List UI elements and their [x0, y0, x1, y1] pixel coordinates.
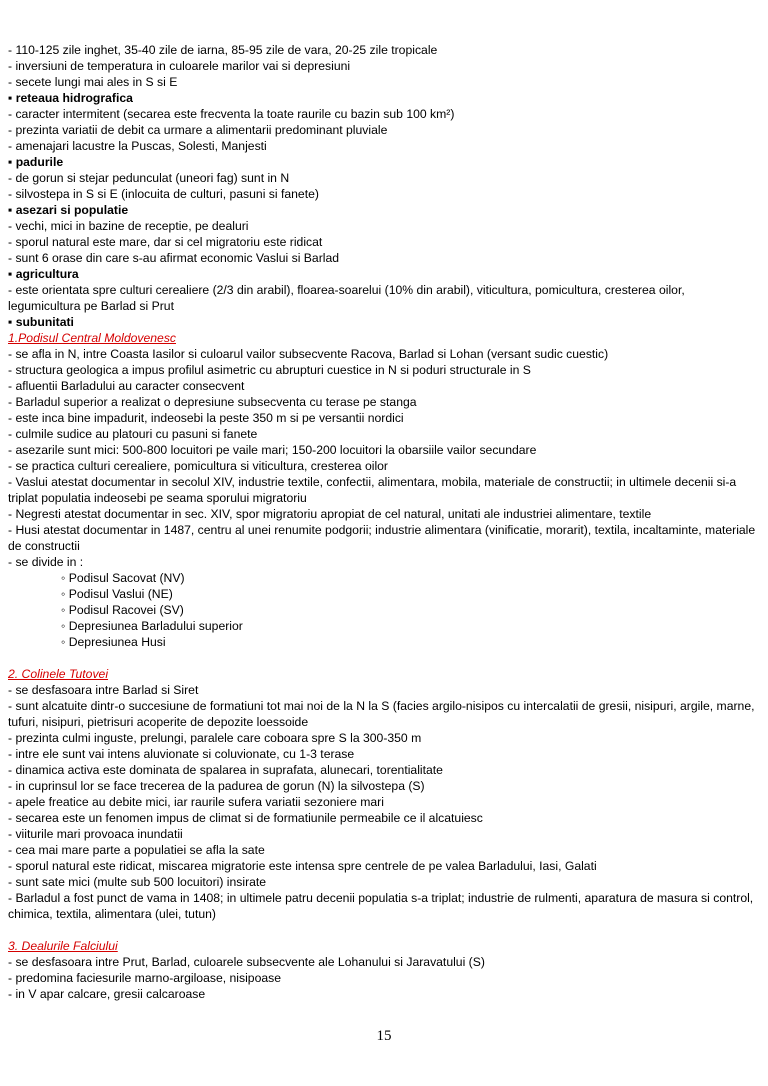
text-paragraph: - Barladul a fost punct de vama in 1408; in ultimele patru decenii populatia s-a triplat; industrie de rulmenti, aparatura de masura si control, chimica, textila, alimentara (ulei, tutun): [8, 891, 754, 921]
subunit-title-3: 3. Dealurile Falciului: [8, 939, 118, 953]
text-line: - intre ele sunt vai intens aluvionate si coluvionate, cu 1-3 terase: [8, 747, 355, 761]
text-line: - se practica culturi cerealiere, pomicultura si viticultura, cresterea oilor: [8, 459, 388, 473]
text-line: - este inca bine impadurit, indeosebi la peste 350 m si pe versantii nordici: [8, 411, 404, 425]
text-line: - vechi, mici in bazine de receptie, pe dealuri: [8, 219, 249, 233]
text-line: - prezinta culmi inguste, prelungi, paralele care coboara spre S la 300-350 m: [8, 731, 422, 745]
subunit-list-item: ◦ Depresiunea Husi: [61, 635, 166, 649]
text-paragraph: - Husi atestat documentar in 1487, centru al unei renumite podgorii; industrie alimentara (vinificatie, morarit), textila, incaltaminte, materiale de constructii: [8, 523, 756, 553]
text-line: - secarea este un fenomen impus de climat si de formatiunile permeabile ce il alcatuiesc: [8, 811, 483, 825]
spacer: [8, 650, 756, 666]
subunit-list-item: ◦ Podisul Vaslui (NE): [61, 587, 173, 601]
text-line: - dinamica activa este dominata de spalarea in suprafata, alunecari, torentialitate: [8, 763, 443, 777]
text-line: - Negresti atestat documentar in sec. XIV, spor migratoriu apropiat de cel natural, unitati ale industriei alimentare, textile: [8, 507, 652, 521]
text-paragraph: - este orientata spre culturi cerealiere (2/3 din arabil), floarea-soarelui (10% din arabil), viticultura, pomicultura, cresterea oilor, legumicultura pe Barlad si Prut: [8, 283, 685, 313]
spacer: [8, 922, 756, 938]
text-line: - sunt 6 orase din care s-au afirmat economic Vaslui si Barlad: [8, 251, 340, 265]
text-line: - in V apar calcare, gresii calcaroase: [8, 987, 206, 1001]
text-line: - sporul natural este ridicat, miscarea migratorie este intensa spre centrele de pe valea Barladului, Iasi, Galati: [8, 859, 597, 873]
section-heading-forest: ▪ padurile: [8, 155, 64, 169]
section-heading-hydro: ▪ reteaua hidrografica: [8, 91, 133, 105]
text-paragraph: - sunt alcatuite dintr-o succesiune de formatiuni tot mai noi de la N la S (facies argilo-nisipos cu intercalatii de gresii, nisipuri, argile, marne, tufuri, nisipuri, pietrisuri acoperite de depozite loessoide: [8, 699, 755, 729]
text-line: - silvostepa in S si E (inlocuita de culturi, pasuni si fanete): [8, 187, 319, 201]
text-line: - se desfasoara intre Prut, Barlad, culoarele subsecvente ale Lohanului si Jaravatului (S): [8, 955, 485, 969]
text-line: - viiturile mari provoaca inundatii: [8, 827, 183, 841]
text-line: - se divide in :: [8, 555, 84, 569]
subunit-title-1: 1.Podisul Central Moldovenesc: [8, 331, 177, 345]
text-line: - secete lungi mai ales in S si E: [8, 75, 178, 89]
text-line: - se desfasoara intre Barlad si Siret: [8, 683, 199, 697]
text-line: - cea mai mare parte a populatiei se afla la sate: [8, 843, 265, 857]
text-line: - sunt sate mici (multe sub 500 locuitori) insirate: [8, 875, 267, 889]
text-line: - Barladul superior a realizat o depresiune subsecventa cu terase pe stanga: [8, 395, 417, 409]
text-paragraph: - Vaslui atestat documentar in secolul XIV, industrie textile, confectii, alimentara, mobila, materiale de constructii; in ultimele decenii si-a triplat populatia indeosebi pe seama sporului migratoriu: [8, 475, 737, 505]
subunit-list-item: ◦ Podisul Racovei (SV): [61, 603, 184, 617]
text-line: - amenajari lacustre la Puscas, Solesti, Manjesti: [8, 139, 267, 153]
text-line: - afluentii Barladului au caracter consecvent: [8, 379, 245, 393]
text-line: - se afla in N, intre Coasta Iasilor si culoarul vailor subsecvente Racova, Barlad si Lohan (versant sudic cuestic): [8, 347, 609, 361]
text-line: - in cuprinsul lor se face trecerea de la padurea de gorun (N) la silvostepa (S): [8, 779, 425, 793]
subunit-list-item: ◦ Podisul Sacovat (NV): [61, 571, 185, 585]
text-line: - structura geologica a impus profilul asimetric cu abrupturi cuestice in N si poduri structurale in S: [8, 363, 531, 377]
page-number: 15: [376, 1028, 392, 1044]
text-line: - caracter intermitent (secarea este frecventa la toate raurile cu bazin sub 100 km²): [8, 107, 455, 121]
section-heading-settlements: ▪ asezari si populatie: [8, 203, 129, 217]
subunit-list-item: ◦ Depresiunea Barladului superior: [61, 619, 243, 633]
document-body: [8, 42, 756, 1002]
text-line: - predomina faciesurile marno-argiloase, nisipoase: [8, 971, 281, 985]
section-heading-agriculture: ▪ agricultura: [8, 267, 79, 281]
text-line: - de gorun si stejar pedunculat (uneori fag) sunt in N: [8, 171, 290, 185]
text-line: - apele freatice au debite mici, iar raurile sufera variatii sezoniere mari: [8, 795, 384, 809]
subunit-title-2: 2. Colinele Tutovei: [8, 667, 109, 681]
text-line: - culmile sudice au platouri cu pasuni si fanete: [8, 427, 258, 441]
text-line: - sporul natural este mare, dar si cel migratoriu este ridicat: [8, 235, 323, 249]
text-line: - inversiuni de temperatura in culoarele marilor vai si depresiuni: [8, 59, 351, 73]
text-line: - asezarile sunt mici: 500-800 locuitori pe vaile mari; 150-200 locuitori la obarsiile vailor secundare: [8, 443, 537, 457]
section-heading-subunits: ▪ subunitati: [8, 315, 74, 329]
text-line: - prezinta variatii de debit ca urmare a alimentarii predominant pluviale: [8, 123, 388, 137]
text-line: - 110-125 zile inghet, 35-40 zile de iarna, 85-95 zile de vara, 20-25 zile tropicale: [8, 43, 438, 57]
